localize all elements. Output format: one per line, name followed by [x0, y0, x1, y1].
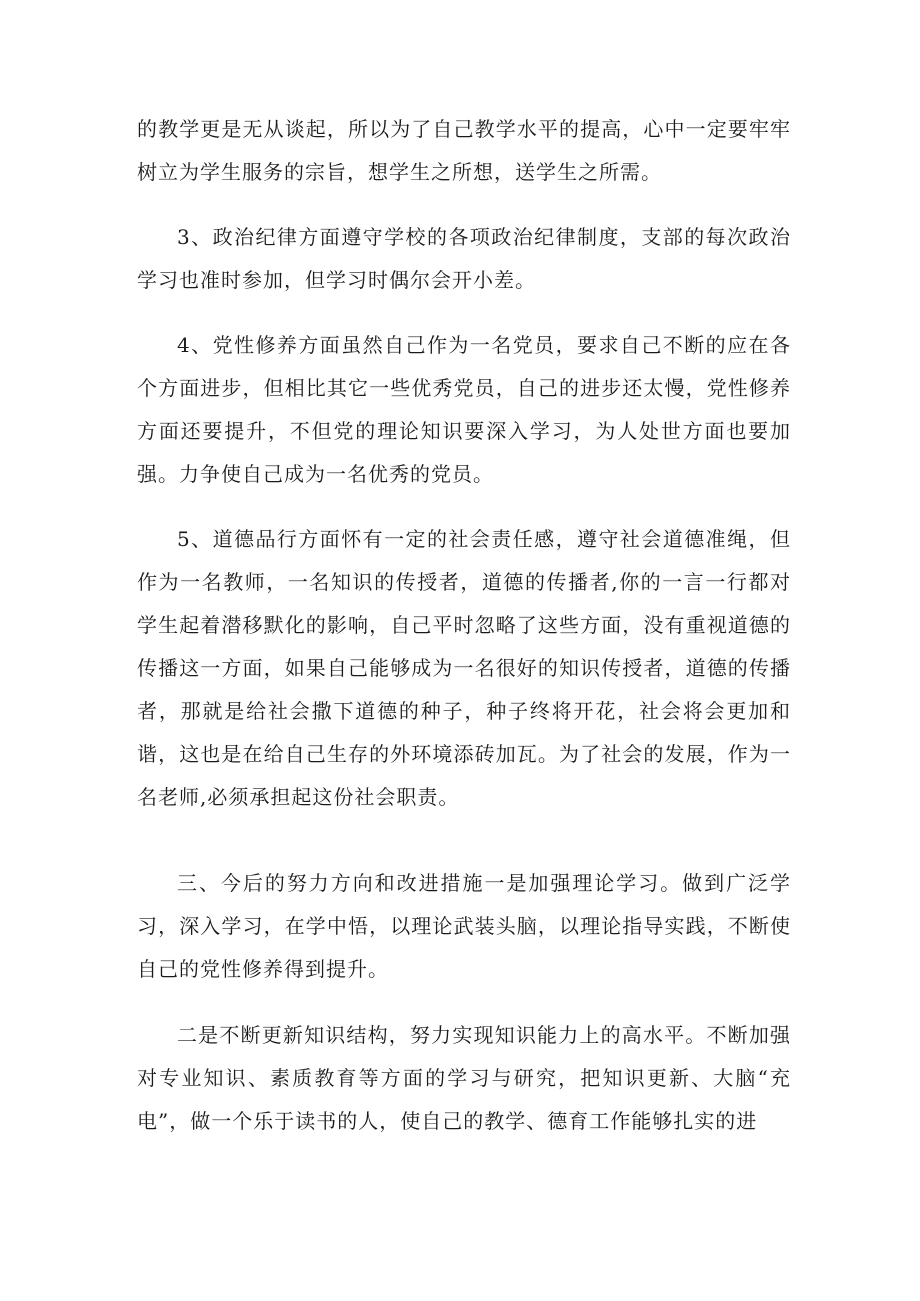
paragraph-continuation: 的教学更是无从谈起，所以为了自己教学水平的提高，心中一定要牢牢树立为学生服务的宗旨，想学生之所想，送学生之所需。	[137, 117, 791, 184]
paragraph-knowledge-update: 二是不断更新知识结构，努力实现知识能力上的高水平。不断加强对专业知识、素质教育等方面的学习与研究，把知识更新、大脑“充电”，做一个乐于读书的人，使自己的教学、德育工作能够扎实的进	[137, 1023, 791, 1133]
paragraph-political-discipline: 3、政治纪律方面遵守学校的各项政治纪律制度，支部的每次政治学习也准时参加，但学习时偶尔会开小差。	[137, 225, 791, 292]
paragraph-party-cultivation: 4、党性修养方面虽然自己作为一名党员，要求自己不断的应在各个方面进步，但相比其它一些优秀党员，自己的进步还太慢，党性修养方面还要提升，不但党的理论知识要深入学习，为人处世方面也要加强。力争使自己成为一名优秀的党员。	[137, 333, 791, 486]
paragraph-moral-conduct: 5、道德品行方面怀有一定的社会责任感，遵守社会道德准绳，但作为一名教师，一名知识的传授者，道德的传播者,你的一言一行都对学生起着潜移默化的影响，自己平时忽略了这些方面，没有重视道德的传播这一方面，如果自己能够成为一名很好的知识传授者，道德的传播者，那就是给社会撒下道德的种子，种子终将开花，社会将会更加和谐，这也是在给自己生存的外环境添砖加瓦。为了社会的发展，作为一名老师,必须承担起这份社会职责。	[137, 527, 791, 809]
paragraph-improvement-direction: 三、今后的努力方向和改进措施一是加强理论学习。做到广泛学习，深入学习，在学中悟，以理论武装头脑，以理论指导实践，不断使自己的党性修养得到提升。	[137, 871, 791, 981]
